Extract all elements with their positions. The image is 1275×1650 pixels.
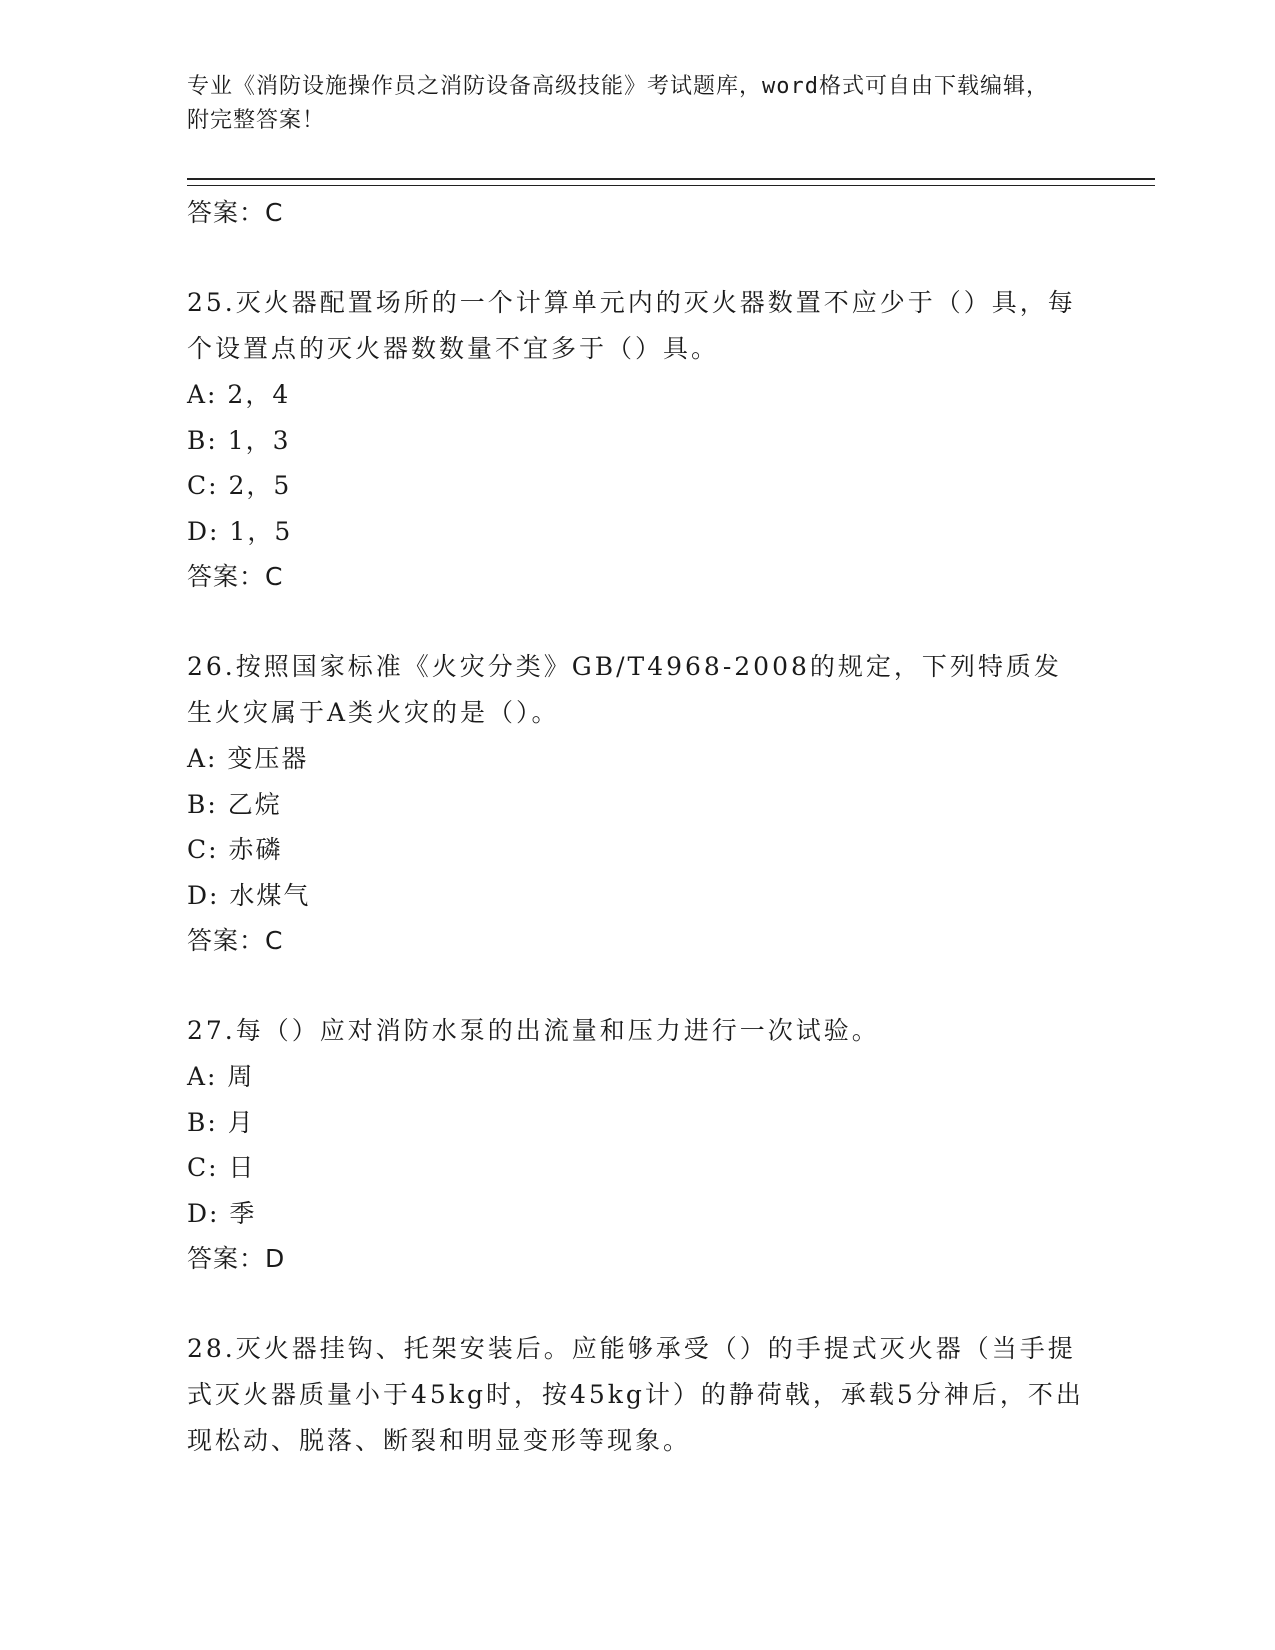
option-d: D: 水煤气 xyxy=(187,880,311,910)
answer-line: 答案：C xyxy=(187,562,284,591)
question-28 xyxy=(187,1326,1087,1464)
option-c: C: 日 xyxy=(187,1153,256,1182)
option-d: D: 季 xyxy=(187,1198,257,1228)
option-c: C: 2，5 xyxy=(187,471,292,500)
question-text: 25.灭火器配置场所的一个计算单元内的灭火器数置不应少于（）具，每个设置点的灭火器数数量不宜多于（）具。 xyxy=(187,288,1076,363)
option-a: A: 2，4 xyxy=(187,380,291,409)
answer-line: 答案：C xyxy=(187,926,284,955)
question-26 xyxy=(187,644,1087,964)
header-divider xyxy=(187,178,1155,186)
answer-line: 答案：D xyxy=(187,1244,286,1273)
question-list xyxy=(187,190,1087,1464)
option-d: D: 1，5 xyxy=(187,516,293,546)
option-a: A: 变压器 xyxy=(187,744,309,773)
question-25 xyxy=(187,280,1087,600)
option-b: B: 1，3 xyxy=(187,425,291,455)
question-text: 28.灭火器挂钩、托架安装后。应能够承受（）的手提式灭火器（当手提式灭火器质量小于45kg时，按45kg计）的静荷戟，承载5分神后，不出现松动、脱落、断裂和明显变形等现象。 xyxy=(187,1334,1084,1455)
page-header: 专业《消防设施操作员之消防设备高级技能》考试题库，word格式可自由下载编辑，附完整答案！ xyxy=(187,74,1049,133)
option-b: B: 乙烷 xyxy=(187,789,282,819)
question-text: 26.按照国家标准《火灾分类》GB/T4968-2008的规定，下列特质发生火灾属于A类火灾的是（）。 xyxy=(187,652,1062,727)
question-27 xyxy=(187,1008,1087,1282)
question-text: 27.每（）应对消防水泵的出流量和压力进行一次试验。 xyxy=(187,1016,880,1045)
answer-line: 答案：C xyxy=(187,198,284,227)
option-a: A: 周 xyxy=(187,1062,255,1091)
option-b: B: 月 xyxy=(187,1107,255,1137)
option-c: C: 赤磷 xyxy=(187,835,283,864)
